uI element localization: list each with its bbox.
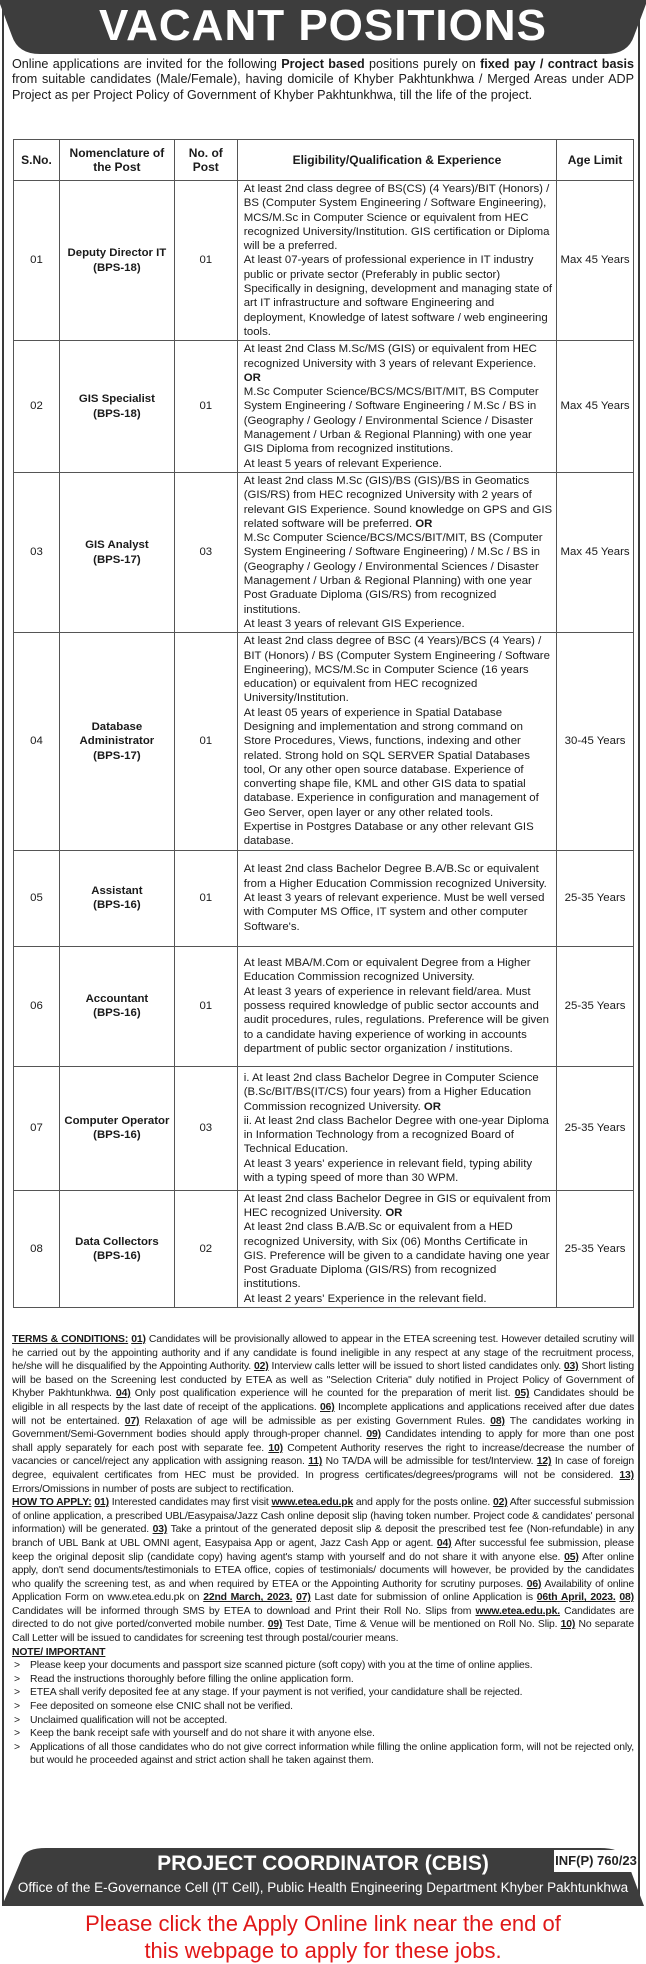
cell-age: 25-35 Years	[557, 1190, 634, 1307]
note-item	[12, 1686, 634, 1700]
cell-age: Max 45 Years	[557, 472, 634, 632]
item-text: Last date for submission of online Application is	[310, 1592, 537, 1604]
post-scale: (BPS-17)	[93, 553, 141, 566]
item-text: Relaxation of age will be admissible as per existing Government Rules.	[139, 1415, 491, 1427]
coordinator-title: PROJECT COORDINATOR (CBIS)	[157, 1852, 489, 1875]
post-title: Assistant	[91, 884, 143, 897]
bullet-icon: >	[14, 1728, 20, 1740]
bullet-icon: >	[14, 1714, 20, 1726]
item-text: No TA/DA will be admissible for test/Interview.	[322, 1456, 537, 1468]
apply-notice-line: Please click the Apply Online link near the end of	[85, 1911, 561, 1936]
eligibility-line: At least 5 years of relevant Experience.	[243, 457, 442, 470]
col-header-sno: S.No.	[14, 140, 60, 181]
item-number: 10)	[560, 1619, 576, 1631]
item-text: Take a printout of the generated deposit slip & deposit the prescribed test fee (Non-refundable) in any branch of UBL Bank at UBL OMNI agent, Easypaisa App or agent, Jazz Cash App or agent.	[12, 1524, 635, 1549]
item-number: 09)	[366, 1429, 381, 1441]
how-to-apply	[12, 1496, 634, 1646]
col-header-count: No. of Post	[174, 140, 237, 181]
post-scale: (BPS-18)	[93, 261, 141, 274]
post-scale: (BPS-17)	[93, 749, 141, 762]
reference-number: INF(P) 760/23	[554, 1850, 638, 1872]
item-text: Candidates are directed to do not give ported/converted mobile number.	[12, 1605, 635, 1631]
post-title: Computer Operator	[64, 1114, 170, 1127]
item-highlight: 06th April, 2023.	[536, 1592, 616, 1604]
item-number: 01)	[94, 1497, 109, 1509]
item-text: No separate Call Letter will be issued to candidates for screening test through postal/courier means.	[12, 1619, 634, 1645]
post-scale: (BPS-16)	[93, 899, 141, 912]
cell-age: Max 45 Years	[557, 341, 634, 473]
item-text: After online apply, don't send documents/testimonials to ETEA office, copies of testimonials/ documents will however, be provided by the candidates who qualify the screening test, as and when required by ETEA or the Appointing Authority for scrutiny purposes.	[12, 1551, 634, 1590]
note-item	[12, 1659, 634, 1673]
note-text: Unclaimed qualification will not be accepted.	[30, 1714, 228, 1726]
cell-sno: 06	[14, 946, 60, 1066]
item-text: The candidates working in Government/Semi-Government bodies should apply through-proper channel.	[12, 1415, 634, 1441]
item-text: Test Date, Time & Venue will be mentioned on Roll No. Slip.	[282, 1619, 561, 1631]
cell-eligibility	[237, 1190, 556, 1307]
item-text: Interested candidates may first visit	[108, 1497, 272, 1509]
eligibility-line: At least 3 years of relevant GIS Experience.	[243, 617, 465, 630]
note-text: Applications of all those candidates who do not give correct information while filling the online application form, will not be rejected only, but would he proceeded against and strict action shall he taken against them.	[30, 1741, 634, 1767]
note-text: Read the instructions thoroughly before filling the online application form.	[30, 1673, 354, 1685]
cell-post	[59, 1190, 174, 1307]
post-scale: (BPS-16)	[93, 1007, 141, 1020]
item-text: Incomplete applications and applications received after due dates will not be entertained.	[12, 1401, 634, 1427]
terms-section	[12, 1333, 634, 1768]
note-item	[12, 1714, 634, 1728]
cell-count: 01	[174, 181, 237, 341]
item-number: 04)	[436, 1537, 452, 1549]
item-number: 08)	[490, 1415, 505, 1427]
cell-post	[59, 850, 174, 946]
item-number: 06)	[526, 1578, 542, 1590]
bullet-icon: >	[14, 1687, 20, 1699]
apply-online-notice	[0, 1910, 646, 1964]
apply-notice-line: this webpage to apply for these jobs.	[144, 1938, 502, 1963]
intro-paragraph	[12, 57, 634, 103]
eligibility-line: i. At least 2nd class Bachelor Degree in Computer Science (B.Sc/BIT/BS(IT/CS) four years) from a Higher Education Commission recognized University. OR	[243, 1071, 539, 1113]
section-heading: HOW TO APPLY:	[12, 1497, 92, 1509]
cell-sno: 01	[14, 181, 60, 341]
cell-post	[59, 181, 174, 341]
cell-sno: 03	[14, 472, 60, 632]
item-number: 06)	[320, 1401, 335, 1413]
eligibility-line: At least 07-years of professional experience in IT industry public or private sector (Preferably in public sector) Specifically in designing, development and managing state of art IT infrastructure and software Engineering and deployment, Knowledge of latest software / web engineering tools.	[243, 254, 553, 338]
item-text: Interview calls letter will be issued to short listed candidates only.	[268, 1361, 564, 1373]
note-text: Keep the bank receipt safe with yourself and do not share it with anyone else.	[30, 1728, 375, 1740]
table-row	[14, 850, 634, 946]
eligibility-line: At least 2 years' Experience in the relevant field.	[243, 1292, 487, 1305]
item-number: 03)	[563, 1361, 579, 1373]
cell-count: 02	[174, 1190, 237, 1307]
cell-eligibility	[237, 472, 556, 632]
positions-table	[13, 139, 634, 1308]
item-text: Candidates will be provisionally allowed to appear in the ETEA screening test. However detailed scrutiny will he carried out by the appointing authority and if any candidate is found ineligible in any respect at any stage of the recruitment process, he/she will he disqualified by the Appointing Authority.	[12, 1334, 634, 1373]
post-title: GIS Specialist	[78, 393, 155, 406]
eligibility-line: At least 2nd class M.Sc (GIS)/BS (GIS)/BS in Geomatics (GIS/RS) from HEC recognized University with 2 years of relevant GIS Experience. Sound knowledge on GPS and GIS related software will be preferred. OR	[243, 474, 553, 530]
cell-count: 01	[174, 946, 237, 1066]
eligibility-line: At least 2nd class degree of BSC (4 Years)/BCS (4 Years) / BIT (Honors) / BS (Computer System Engineering / Software Engineering), MCS/M.Sc in Computer Science (16 years education) or equivalent from HEC recognized University/Institution.	[243, 635, 550, 705]
page-title: VACANT POSITIONS	[99, 1, 547, 50]
item-text: and apply for the posts online.	[353, 1497, 493, 1509]
item-number: 12)	[536, 1456, 552, 1468]
cell-count: 01	[174, 633, 237, 850]
eligibility-line: At least 3 years' experience in relevant field, typing ability with a typing speed of more than 30 WPM.	[243, 1157, 533, 1185]
office-name: Office of the E-Governance Cell (IT Cell), Public Health Engineering Department Khyber Pakhtunkhwa	[17, 1880, 629, 1895]
eligibility-line: At least 2nd class B.A/B.Sc or equivalent from a HED recognized University, with Six (06) Months Certificate in GIS. Preference will be given to a candidate having one year Post Graduate Diploma (GIS/RS) from recognized institutions.	[243, 1221, 550, 1291]
post-title: Database Administrator	[79, 720, 155, 748]
table-row	[14, 1190, 634, 1307]
cell-count: 01	[174, 341, 237, 473]
eligibility-line: M.Sc Computer Science/BCS/MCS/BIT/MIT, BS (Computer System Engineering / Software Engineering) / M.Sc / BS in (Geography / Geology / Environmental Sciences / Disaster Management / Urban & Regional Planning) with one year Post Graduate Diploma (GIS/RS) from recognized institutions.	[243, 532, 543, 616]
col-header-eligibility: Eligibility/Qualification & Experience	[237, 140, 556, 181]
item-text: Errors/Omissions in number of posts are subject to rectification.	[12, 1483, 294, 1495]
bullet-icon: >	[14, 1673, 20, 1685]
cell-age: 30-45 Years	[557, 633, 634, 850]
item-text: Short listing will be based on the Screening lest conducted by ETEA as well as "Selection Criteria" duly notified in Project Policy of Government of Khyber Pakhtunkhwa.	[12, 1361, 635, 1400]
cell-post	[59, 633, 174, 850]
notes-heading: NOTE/ IMPORTANT	[12, 1646, 106, 1658]
cell-eligibility	[237, 633, 556, 850]
eligibility-line: At least MBA/M.Com or equivalent Degree from a Higher Education Commission recognized University.	[243, 957, 531, 984]
eligibility-line: At least 3 years of experience in relevant field/area. Must possess required knowledge of public sector accounts and audit procedures, rules, regulations. Preference will be given to a candidate having experience of working in accounts department of public sector organization / institutions.	[243, 985, 549, 1055]
cell-eligibility	[237, 946, 556, 1066]
cell-age: Max 45 Years	[557, 181, 634, 341]
item-number: 02)	[492, 1497, 508, 1509]
eligibility-line: At least 2nd Class M.Sc/MS (GIS) or equivalent from HEC recognized University with 3 years of relevant Experience.	[243, 343, 537, 370]
item-number: 13)	[619, 1469, 634, 1481]
note-text: Please keep your documents and passport size scanned picture (soft copy) with you at the time of online applies.	[30, 1660, 533, 1672]
intro-bold: fixed pay / contract basis	[480, 57, 634, 71]
intro-text: from suitable candidates (Male/Female), having domicile of Khyber Pakhtunkhwa / Merged Areas under ADP Project as per Project Policy of Government of Khyber Pakhtunkhwa, till the life of the project.	[12, 72, 634, 102]
note-item	[12, 1727, 634, 1741]
cell-age: 25-35 Years	[557, 1066, 634, 1190]
cell-eligibility	[237, 1066, 556, 1190]
item-number: 10)	[268, 1442, 283, 1454]
post-title: Data Collectors	[75, 1235, 159, 1248]
cell-count: 03	[174, 472, 237, 632]
note-item	[12, 1673, 634, 1687]
table-row	[14, 946, 634, 1066]
cell-age: 25-35 Years	[557, 850, 634, 946]
post-title: GIS Analyst	[85, 539, 149, 552]
table-row	[14, 633, 634, 850]
cell-eligibility	[237, 850, 556, 946]
table-row	[14, 181, 634, 341]
cell-post	[59, 946, 174, 1066]
item-number: 04)	[115, 1388, 131, 1400]
item-number: 08)	[619, 1592, 634, 1604]
item-highlight: www.etea.edu.pk	[271, 1497, 354, 1509]
item-text: Availability of online Application Form on www.etea.edu.pk on	[12, 1578, 634, 1604]
item-text: Candidates should be eligible in all respects by the last date of receipt of the applications.	[12, 1388, 635, 1413]
item-number: 05)	[564, 1551, 579, 1563]
eligibility-line: At least 05 years of experience in Spatial Database Designing and implementation and strong command on Store Procedures, Views, functions, indexing and other related. Strong hold on SQL SERVER Spatial Databases tool, Or any other open source database. Experience of converting shape file, KML and other GIS data to spatial database. Experience in configuration and management of Geo Server, open layer or any other related tools.	[243, 706, 539, 819]
item-number: 03)	[152, 1524, 168, 1536]
bullet-icon: >	[14, 1660, 20, 1672]
item-number: 07)	[296, 1592, 311, 1604]
header-banner	[0, 0, 646, 55]
item-highlight: 22nd March, 2023.	[203, 1592, 293, 1604]
terms-and-conditions	[12, 1333, 634, 1496]
table-row	[14, 341, 634, 473]
cell-count: 03	[174, 1066, 237, 1190]
item-number: 11)	[308, 1456, 323, 1468]
post-scale: (BPS-18)	[93, 407, 141, 420]
cell-count: 01	[174, 850, 237, 946]
cell-sno: 02	[14, 341, 60, 473]
table-row	[14, 472, 634, 632]
intro-text: positions purely on	[364, 57, 481, 71]
cell-sno: 07	[14, 1066, 60, 1190]
item-text: Competent Authority reserves the right to increase/decrease the number of vacancies or cancel/reject any application with assigning reason.	[12, 1442, 634, 1468]
eligibility-line: At least 2nd class degree of BS(CS) (4 Years)/BIT (Honors) / BS (Computer System Engineering / Software Engineering), MCS/M.Sc in Computer Science or equivalent from HEC recognized University/Institution. GIS certification or Diploma will be a preferred.	[243, 183, 550, 253]
cell-eligibility	[237, 181, 556, 341]
item-number: 05)	[514, 1388, 530, 1400]
note-item	[12, 1741, 634, 1768]
col-header-age: Age Limit	[557, 140, 634, 181]
item-number: 07)	[124, 1415, 140, 1427]
cell-sno: 08	[14, 1190, 60, 1307]
item-text: After successful submission of online application, a prescribed UBL/Easypaisa/Jazz Cash online deposit slip (having token number. Project code & candidates' personal information) will be generated.	[12, 1497, 634, 1536]
cell-post	[59, 1066, 174, 1190]
bullet-icon: >	[14, 1701, 20, 1713]
col-header-post: Nomenclature of the Post	[59, 140, 174, 181]
eligibility-line: ii. At least 2nd class Bachelor Degree with one-year Diploma in Information Technology from a recognized Board of Technical Education.	[243, 1114, 549, 1156]
eligibility-line: At least 2nd class Bachelor Degree B.A/B.Sc or equivalent from a Higher Education Commission recognized University.	[243, 863, 547, 890]
intro-text: Online applications are invited for the following	[12, 57, 282, 71]
notes-list	[12, 1659, 634, 1768]
bullet-icon: >	[14, 1741, 20, 1753]
item-highlight: www.etea.edu.pk.	[475, 1605, 560, 1617]
item-text: Candidates intending to apply for more than one post shall apply separately for each post with separate fee.	[12, 1429, 635, 1454]
cell-post	[59, 341, 174, 473]
post-scale: (BPS-16)	[93, 1129, 141, 1142]
eligibility-line: M.Sc Computer Science/BCS/MCS/BIT/MIT, BS Computer System Engineering / Software Engineering / M.Sc / BS in (Geography / Geology / Environmental Science / Disaster Management / Urban & Regional Planning) with one year GIS Diploma from recognized institutions.	[243, 386, 539, 456]
note-text: ETEA shall verify deposited fee at any stage. If your payment is not verified, your candidature shall be rejected.	[30, 1687, 523, 1699]
item-text: Only post qualification experience will he counted for the preparation of merit list.	[130, 1388, 515, 1400]
cell-sno: 04	[14, 633, 60, 850]
note-item	[12, 1700, 634, 1714]
note-text: Fee deposited on someone else CNIC shall not be verified.	[30, 1701, 293, 1713]
item-number: 01)	[131, 1334, 146, 1345]
cell-sno: 05	[14, 850, 60, 946]
table-header-row	[14, 140, 634, 181]
cell-post	[59, 472, 174, 632]
eligibility-line: Expertise in Postgres Database or any other relevant GIS database.	[243, 821, 534, 848]
post-title: Deputy Director IT	[67, 247, 167, 260]
cell-eligibility	[237, 341, 556, 473]
table-row	[14, 1066, 634, 1190]
item-text: In case of foreign degree, equivalent certificates from HEC must be provided. In progress certificates/degrees/programs will not be considered.	[12, 1456, 634, 1481]
eligibility-line: OR	[243, 371, 261, 384]
item-number: 02)	[253, 1361, 269, 1373]
post-title: Accountant	[85, 992, 149, 1005]
item-text: Candidates will be informed through SMS by ETEA to download and Print their Roll No. Slips from	[12, 1605, 476, 1617]
item-number: 09)	[267, 1619, 283, 1631]
eligibility-line: At least 2nd class Bachelor Degree in GIS or equivalent from HEC recognized University. OR	[243, 1192, 551, 1219]
cell-age: 25-35 Years	[557, 946, 634, 1066]
section-heading: TERMS & CONDITIONS:	[12, 1334, 129, 1345]
post-scale: (BPS-16)	[93, 1249, 141, 1262]
intro-bold: Project based	[281, 57, 365, 71]
item-text: After successful fee submission, please keep the original deposit slip (candidate copy) having agent's stamp with yourself and do not share it with anyone else.	[12, 1537, 634, 1563]
eligibility-line: At least 3 years of relevant experience. Must be well versed with Computer MS Office, IT system and other computer Software's.	[243, 892, 545, 933]
